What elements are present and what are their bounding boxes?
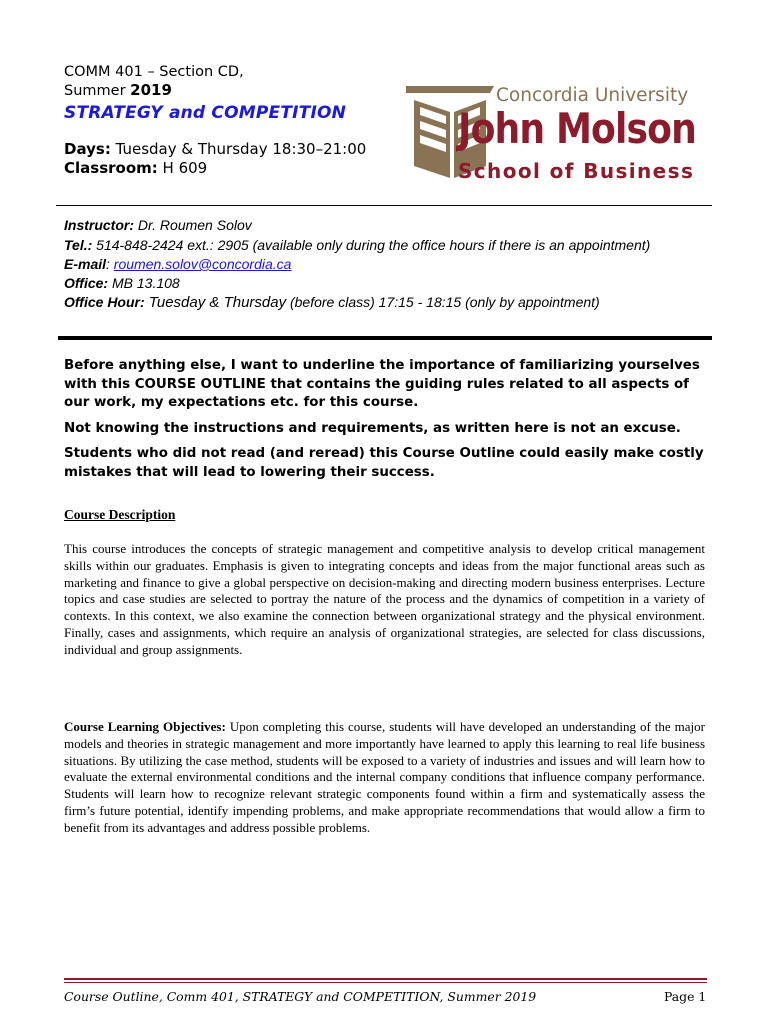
office-label: Office: xyxy=(64,275,109,291)
school-subtitle-line: School of Business xyxy=(458,159,695,183)
email-line xyxy=(64,255,291,275)
header-divider xyxy=(56,205,712,206)
instructor-label: Instructor: xyxy=(64,217,134,233)
instructor-value: Dr. Roumen Solov xyxy=(134,217,252,233)
days-label: Days: xyxy=(64,140,111,158)
university-name: Concordia University xyxy=(496,85,689,106)
course-days xyxy=(64,140,366,158)
course-description-text: This course introduces the concepts of strategic management and competitive analysis to develop critical management skills within our graduates. Emphasis is given to integrating concepts and ideas from the major functional areas such as marketing and finance to give a global perspective on decision-making and directing modern business enterprises. Lecture topics and case studies are selected to portray the nature of the process and the dynamics of competition in a variety of contexts. In this context, we also examine the connection between organizational strategy and the physical environment. Finally, cases and assignments, which require an analysis of organizational strategies, are selected for class discussions, individual and group assignments. xyxy=(64,541,705,657)
page-number: Page 1 xyxy=(664,989,707,1004)
learning-objectives-heading: Course Learning Objectives: xyxy=(64,719,226,734)
footer-rule-secondary xyxy=(64,982,707,983)
email-link[interactable]: roumen.solov@concordia.ca xyxy=(113,256,292,272)
footer-rule xyxy=(64,978,707,980)
instructor-line xyxy=(64,216,252,236)
warning-paragraph-1: Before anything else, I want to underline the importance of familiarizing yourselves with this COURSE OUTLINE that contains the guiding rules related to all aspects of our work, my expectations etc. for this course. xyxy=(64,358,700,410)
email-label: E-mail xyxy=(64,256,107,272)
telephone-line xyxy=(64,236,650,256)
days-value: Tuesday & Thursday 18:30–21:00 xyxy=(110,140,367,158)
telephone-value: 514-848-2424 ext.: 2905 (available only during the office hours if there is an appointment) xyxy=(92,237,651,253)
course-code: COMM 401 – Section CD, xyxy=(64,64,244,80)
jmsb-logo xyxy=(406,80,710,188)
term-label: Summer xyxy=(64,83,126,99)
course-title: STRATEGY and COMPETITION xyxy=(64,103,347,123)
warning-paragraph-3: Students who did not read (and reread) this Course Outline could easily make costly mistakes that will lead to lowering their success. xyxy=(64,446,704,480)
term-year: 2019 xyxy=(130,81,172,99)
learning-objectives-paragraph xyxy=(64,719,705,837)
email-separator: : xyxy=(106,256,114,272)
classroom-label: Classroom: xyxy=(64,159,158,177)
office-hour-days: Tuesday & Thursday xyxy=(144,294,287,311)
telephone-label: Tel.: xyxy=(64,237,93,253)
section-divider xyxy=(58,336,712,340)
learning-objectives-text: Upon completing this course, students will have developed an understanding of the major models and theories in strategic management and more importantly have learned to apply this learning to real life business situations. By utilizing the case method, students will be exposed to a variety of industries and issues and will learn how to evaluate the external environmental conditions and the internal company conditions that influence company performance. Students will learn how to recognize relevant strategic components found within a firm and systematically assess the firm’s future potential, identify impending problems, and make appropriate recommendations that would allow a firm to benefit from its advantages and address possible problems. xyxy=(64,719,705,835)
office-hour-value: (before class) 17:15 - 18:15 (only by appointment) xyxy=(286,294,600,310)
office-value: MB 13.108 xyxy=(108,275,180,291)
school-name-line: John Molson xyxy=(458,104,696,153)
course-term xyxy=(64,81,172,100)
office-hour-label: Office Hour: xyxy=(64,294,145,310)
warning-paragraph-2: Not knowing the instructions and requirements, as written here is not an excuse. xyxy=(64,421,681,436)
classroom-value: H 609 xyxy=(157,159,208,177)
office-hour-line xyxy=(64,293,600,313)
course-classroom xyxy=(64,159,207,177)
course-description-heading: Course Description xyxy=(64,507,176,522)
footer-title: Course Outline, Comm 401, STRATEGY and COMPETITION, Summer 2019 xyxy=(64,989,537,1004)
office-line xyxy=(64,274,180,294)
